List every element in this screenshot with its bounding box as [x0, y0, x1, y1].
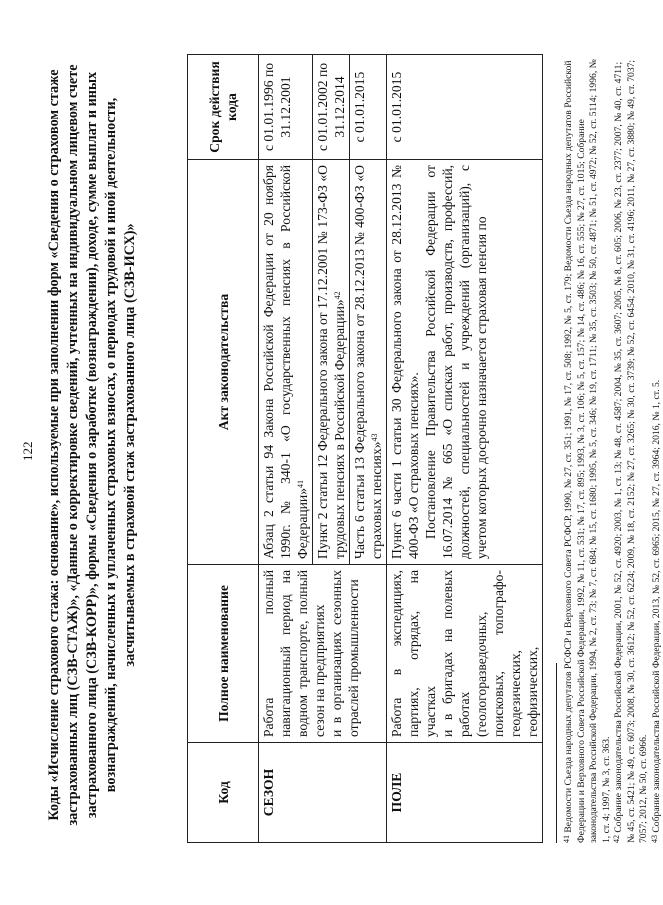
act-text: Постановление Правительства Российской Федерации от 16.07.2014 № 665 «О списках работ, производств, профессий, должностей, специальностей и учреждений (организаций), с учетом которых досрочно назначается страховая пенсия по — [423, 165, 489, 559]
term-cell: с 01.01.2015 — [350, 55, 387, 160]
codes-table — [187, 54, 543, 843]
footnote-divider — [556, 663, 557, 843]
header-name: Полное наименование — [188, 565, 259, 743]
header-code: Код — [188, 743, 259, 843]
name-text: Работа в экспедициях, партиях, отрядах, на участках — [389, 570, 438, 737]
header-act: Акт законодательства — [188, 160, 259, 565]
table-row — [387, 55, 543, 843]
footnote-number: 43 — [649, 835, 659, 843]
page-number: 122 — [20, 441, 35, 461]
name-text: и в бригадах на полевых работах (геологоразведочных, поисковых, топографо-геодезических, геофизических, — [440, 570, 540, 737]
name-text: Работа полный навигационный период на водном транспорте, полный сезон на предприятиях — [261, 570, 327, 737]
act-text: Пункт 2 статьи 12 Федерального закона от 17.12.2001 № 173-ФЗ «О трудовых пенсиях в Российской Федерации» — [315, 165, 347, 559]
footnote-ref: 42 — [333, 291, 342, 300]
table-row — [259, 55, 313, 843]
footnote-text: Собрание законодательства Российской Федерации, 2001, № 52, ст. 4920; 2003, № 1, ст. 13; № 48, ст. 4587; 2004, № 35, ст. 3607; 2005, № 8, ст. 605; 2006, № 23, ст. 2377; 2007, № 40, ст. 4711; № 45, ст. 5421; № 49, ст. 6073; 2008, № 30, ст. 3612; № 52, ст. 6224; 2009, № 18, ст. 2152; № 27, ст. 3265; № 30, ст. 3739; № 52, ст. 6454; 2010, № 31, ст. 4196; 2011, № 27, ст. 3880; № 49, ст. 7037; 7057; 2012, № 50, ст. 6966. — [613, 59, 649, 843]
act-cell — [313, 160, 350, 565]
act-cell — [387, 160, 543, 565]
footnotes — [556, 55, 663, 843]
name-text: и в организациях сезонных отраслей промышленности — [329, 570, 361, 737]
term-cell: с 01.01.2015 — [387, 55, 543, 160]
document-title: Коды «Исчисление страхового стажа: основание», используемые при заполнении форм «Сведения о страховом стаже застрахованных лиц (СЗВ-СТАЖ)», «Данные о корректировке сведений, учтенных на индивидуальном лицевом счете застрахованного лица (СЗВ-КОРР)», формы «Сведения о заработке (вознаграждении), доходе, сумме выплат и иных вознаграждений, начисленных и уплаченных страховых взносах, о периодах трудовой и иной деятельности, засчитываемых в страховой стаж застрахованного лица (СЗВ-ИСХ)» — [46, 64, 138, 826]
name-cell — [387, 565, 543, 743]
footnote-number: 42 — [612, 835, 621, 843]
header-term: Срок действия кода — [188, 55, 259, 160]
act-cell — [350, 160, 387, 565]
footnote — [651, 55, 663, 843]
term-cell: с 01.01.2002 по 31.12.2014 — [313, 55, 350, 160]
footnote — [563, 55, 613, 843]
act-text: Абзац 2 статьи 94 Закона Российской Федерации от 20 ноября 1990г. № 340-1 «О государственных пенсиях в Российской Федерации» — [261, 165, 310, 559]
name-cell — [259, 565, 387, 743]
act-text: Часть 6 статьи 13 Федерального закона от 28.12.2013 № 400-ФЗ «О страховых пенсиях» — [352, 165, 384, 559]
code-cell: СЕЗОН — [259, 743, 387, 843]
footnote-ref: 43 — [370, 433, 379, 442]
code-cell: ПОЛЕ — [387, 743, 543, 843]
footnote-number: 41 — [562, 835, 571, 843]
act-cell — [259, 160, 313, 565]
footnote-text: Ведомости Съезда народных депутатов РСФСР и Верховного Совета РСФСР, 1990, № 27, ст. 351; 1991, № 17, ст. 508; 1992, № 5, ст. 179; Ведомости Съезда народных депутатов Российской Федерации и Верховного Совета Российской Федерации, 1992, № 11, ст. 531; № 17, ст. 895; 1993, № 3, ст. 106; № 5, ст. 157; № 14, ст. 486; № 16, ст. 555; № 27, ст. 1015; Собрание законодательства Российской Федерации, 1994, № 2, ст. 73; № 7, ст. 684; № 15, ст. 1680; 1995, № 5, ст. 346; № 19, ст. 1711; № 35, ст. 3503; № 50, ст. 4871; № 51, ст. 4972; № 52, ст. 5114; 1996, № 1, ст. 4; 1997, № 3, ст. 363. — [563, 59, 612, 843]
term-cell: с 01.01.1996 по 31.12.2001 — [259, 55, 313, 160]
footnote-ref: 41 — [296, 480, 305, 488]
footnote-text: Собрание законодательства Российской Федерации, 2013, № 52, ст. 6965; 2015, № 27, ст. 3964; 2016, № 1, ст. 5. — [650, 379, 662, 833]
act-text: Пункт 6 части 1 статьи 30 Федерального закона от 28.12.2013 № 400-ФЗ «О страховых пенсиях». — [389, 165, 421, 559]
footnote — [613, 55, 651, 843]
table-header-row — [188, 55, 259, 843]
